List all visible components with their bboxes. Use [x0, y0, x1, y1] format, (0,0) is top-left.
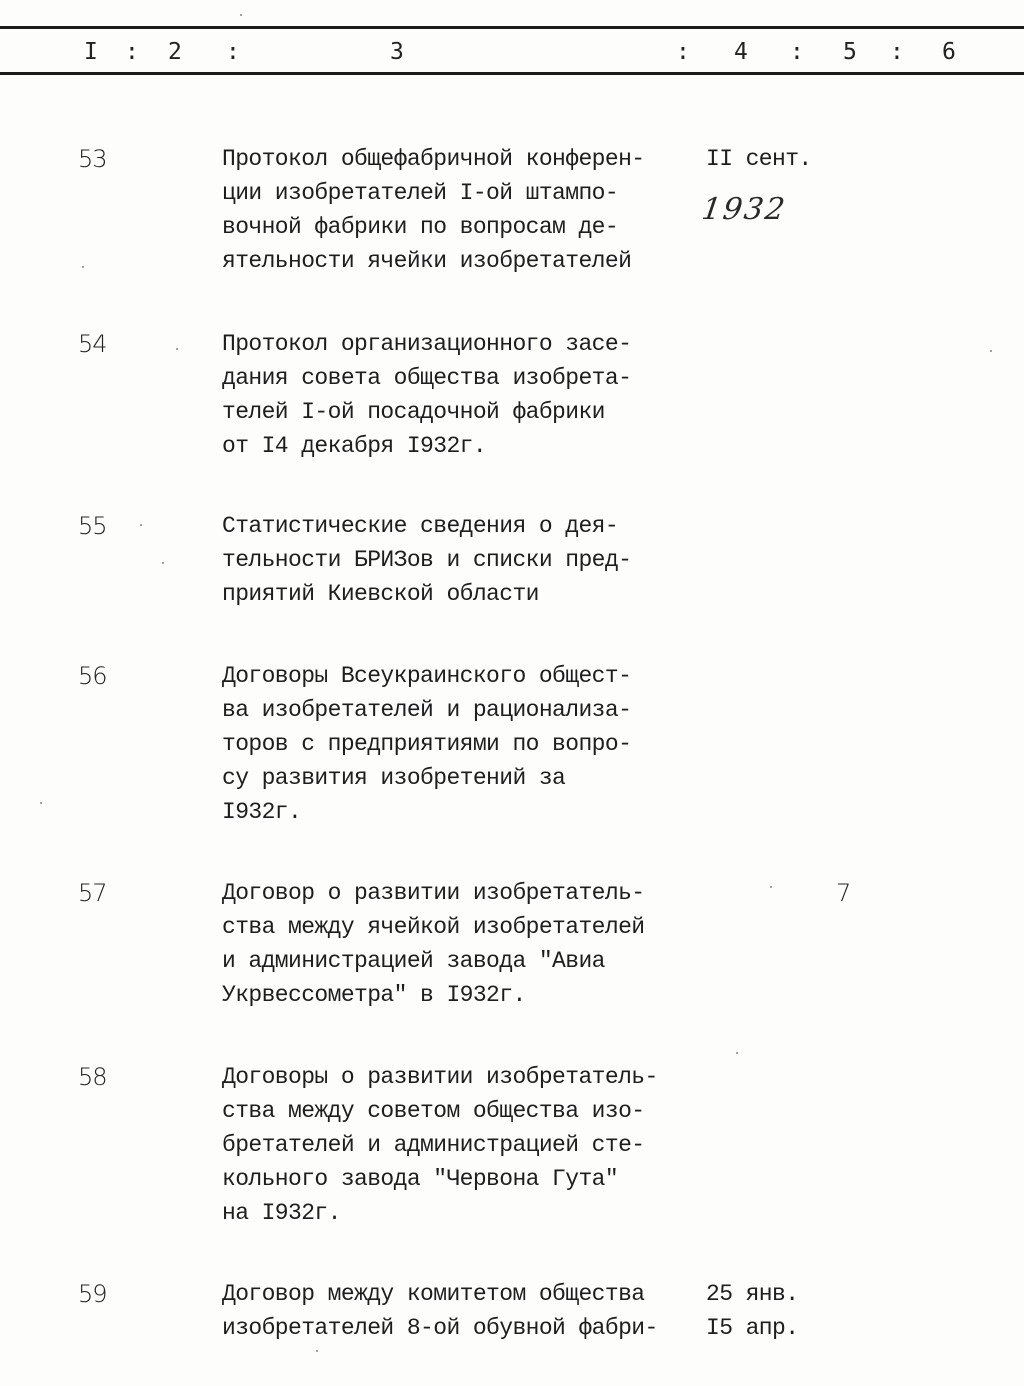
description-line: Протокол организационного засе- — [222, 331, 632, 357]
column-separator: : — [676, 39, 690, 65]
column-header-4: 4 — [734, 39, 748, 65]
scan-speck — [176, 348, 178, 350]
entry-number: 54 — [78, 330, 107, 358]
scan-speck — [736, 1052, 738, 1054]
description-line: Договор между комитетом общества — [222, 1281, 645, 1307]
description-line: бретателей и администрацией сте- — [222, 1132, 645, 1158]
date-line: I5 апр. — [706, 1315, 799, 1341]
entry-number: 59 — [78, 1280, 107, 1308]
description-line: торов с предприятиями по вопро- — [222, 731, 632, 757]
column-separator: : — [226, 39, 240, 65]
scan-speck — [162, 562, 164, 564]
column-separator: : — [890, 39, 904, 65]
column-header-6: 6 — [942, 39, 956, 65]
column-header-5: 5 — [843, 39, 857, 65]
entry-description — [222, 1277, 702, 1345]
description-line: ства между ячейкой изобретателей — [222, 914, 645, 940]
column-header-I: I — [84, 39, 98, 65]
description-line: ства между советом общества изо- — [222, 1098, 645, 1124]
entry-number: 56 — [78, 662, 107, 690]
header-top-rule — [0, 26, 1024, 29]
scan-speck — [770, 886, 772, 888]
description-line: су развития изобретений за — [222, 765, 566, 791]
entry-number: 58 — [78, 1063, 107, 1091]
scan-speck — [82, 266, 84, 268]
description-line: вочной фабрики по вопросам де- — [222, 214, 619, 240]
scan-speck — [140, 524, 142, 526]
description-line: телей I-ой посадочной фабрики — [222, 399, 605, 425]
description-line: дания совета общества изобрета- — [222, 365, 632, 391]
column-separator: : — [125, 39, 139, 65]
description-line: ятельности ячейки изобретателей — [222, 248, 632, 274]
column-separator: : — [790, 39, 804, 65]
description-line: ва изобретателей и рационализа- — [222, 697, 632, 723]
header-bottom-rule — [0, 72, 1024, 75]
entry-description — [222, 327, 702, 463]
description-line: приятий Киевской области — [222, 581, 539, 607]
description-line: и администрацией завода "Авиа — [222, 948, 605, 974]
description-line: ции изобретателей I-ой штампо- — [222, 180, 619, 206]
entry-description — [222, 876, 702, 1012]
entry-description — [222, 1060, 702, 1230]
date-line: 25 янв. — [706, 1281, 799, 1307]
entry-date — [706, 1277, 798, 1345]
entry-sheet-count: 7 — [836, 879, 852, 907]
scan-speck — [316, 1350, 318, 1352]
entry-date — [706, 142, 812, 176]
description-line: на I932г. — [222, 1200, 341, 1226]
description-line: Статистические сведения о дея- — [222, 513, 619, 539]
description-line: Договоры о развитии изобретатель- — [222, 1064, 658, 1090]
description-line: тельности БРИЗов и списки пред- — [222, 547, 632, 573]
description-line: от I4 декабря I932г. — [222, 433, 487, 459]
entry-description — [222, 659, 702, 829]
entry-number: 57 — [78, 879, 107, 907]
description-line: кольного завода "Червона Гута" — [222, 1166, 619, 1192]
entry-number: 53 — [78, 145, 107, 173]
scan-speck — [40, 802, 42, 804]
date-line: II сент. — [706, 146, 812, 172]
column-header-2: 2 — [168, 39, 182, 65]
column-header-3: 3 — [390, 39, 404, 65]
entry-description — [222, 509, 702, 611]
entry-description — [222, 142, 702, 278]
description-line: I932г. — [222, 799, 302, 825]
description-line: изобретателей 8-ой обувной фабри- — [222, 1315, 658, 1341]
description-line: Протокол общефабричной конферен- — [222, 146, 645, 172]
description-line: Договоры Всеукраинского общест- — [222, 663, 632, 689]
scan-speck — [240, 14, 242, 16]
handwritten-year-note: 1932 — [699, 192, 789, 227]
description-line: Укрвессометра" в I932г. — [222, 982, 526, 1008]
entry-number: 55 — [78, 512, 107, 540]
scan-speck — [990, 350, 992, 352]
description-line: Договор о развитии изобретатель- — [222, 880, 645, 906]
